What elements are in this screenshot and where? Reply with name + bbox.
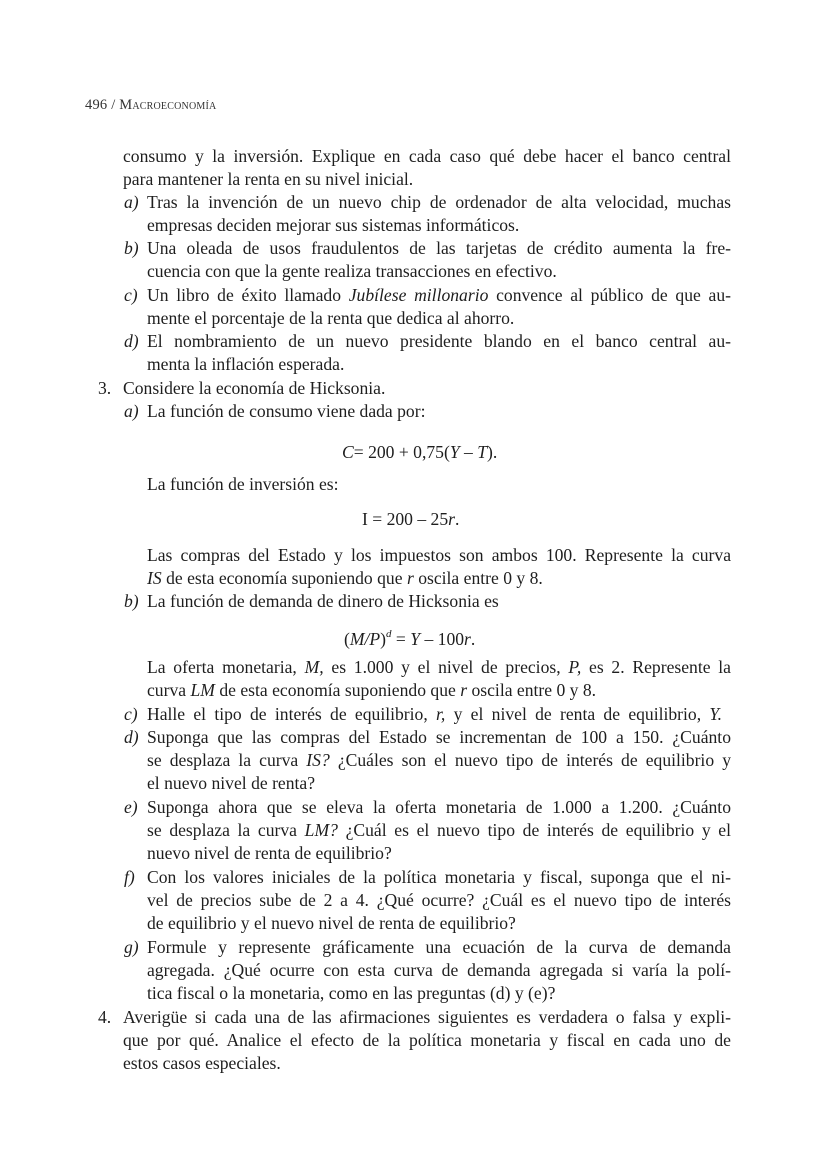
item-label-3f: f) xyxy=(124,867,135,887)
intro-line-1: consumo y la inversión. Explique en cada caso qué debe hacer el banco central xyxy=(123,146,731,166)
money-demand-equation: $(M/P)^d = Y - 100r$. xyxy=(344,628,476,649)
item-3g-line-3: tica fiscal o la monetaria, como en las preguntas (d) y (e)? xyxy=(147,983,556,1003)
item-label-3a: a) xyxy=(124,401,139,421)
item-3c-line: Halle el tipo de interés de equilibrio, r, y el nivel de renta de equilibrio, Y. xyxy=(147,704,722,724)
item-2a-line-1: Tras la invención de un nuevo chip de ordenador de alta velocidad, muchas xyxy=(147,192,731,212)
item-label-3e: e) xyxy=(124,797,138,817)
page-number: 496 xyxy=(85,97,108,113)
item-label-3g: g) xyxy=(124,937,139,957)
item-3a-intro: La función de consumo viene dada por: xyxy=(147,401,426,421)
item-3b-text-line-2: curva LM de esta economía suponiendo que r oscila entre 0 y 8. xyxy=(147,680,597,700)
item-3b-text-line-1: La oferta monetaria, M, es 1.000 y el nivel de precios, P, es 2. Represente la xyxy=(147,657,731,677)
item-3g-line-1: Formule y represente gráficamente una ecuación de la curva de demanda xyxy=(147,937,731,957)
item-label-3c: c) xyxy=(124,704,138,724)
item-label-3d: d) xyxy=(124,727,139,747)
investment-intro: La función de inversión es: xyxy=(147,474,339,494)
question-number-4: 4. xyxy=(98,1007,112,1027)
item-3d-line-3: el nuevo nivel de renta? xyxy=(147,773,316,793)
intro-line-2: para mantener la renta en su nivel inicial. xyxy=(123,169,414,189)
item-2b-line-2: cuencia con que la gente realiza transacciones en efectivo. xyxy=(147,261,557,281)
item-3b-intro: La función de demanda de dinero de Hicksonia es xyxy=(147,591,499,611)
item-label-3b: b) xyxy=(124,591,139,611)
item-2c-line-1: Un libro de éxito llamado Jubílese millonario convence al público de que au- xyxy=(147,285,732,305)
item-label-2b: b) xyxy=(124,238,139,258)
item-label-2a: a) xyxy=(124,192,139,212)
item-2d-line-2: menta la inflación esperada. xyxy=(147,354,345,374)
item-3f-line-1: Con los valores iniciales de la política monetaria y fiscal, suponga que el ni- xyxy=(147,867,731,887)
consumption-equation: C= 200 + 0,75(Y – T). xyxy=(342,442,498,462)
item-3e-line-1: Suponga ahora que se eleva la oferta monetaria de 1.000 a 1.200. ¿Cuánto xyxy=(147,797,731,817)
book-title: Jubílese millonario xyxy=(348,285,489,305)
item-3g-line-2: agregada. ¿Qué ocurre con esta curva de demanda agregada si varía la polí- xyxy=(147,960,731,980)
item-2b-line-1: Una oleada de usos fraudulentos de las tarjetas de crédito aumenta la fre- xyxy=(147,238,731,258)
item-3a-text-line-2: IS de esta economía suponiendo que r oscila entre 0 y 8. xyxy=(147,568,543,588)
item-2a-line-2: empresas deciden mejorar sus sistemas informáticos. xyxy=(147,215,520,235)
header-separator: / xyxy=(111,97,116,113)
item-3a-text-line-1: Las compras del Estado y los impuestos son ambos 100. Represente la curva xyxy=(147,545,731,565)
question-4-line-2: que por qué. Analice el efecto de la política monetaria y fiscal en cada uno de xyxy=(123,1030,731,1050)
item-2c-line-2: mente el porcentaje de la renta que dedica al ahorro. xyxy=(147,308,515,328)
investment-equation: I = 200 – 25r. xyxy=(362,509,460,529)
item-2d-line-1: El nombramiento de un nuevo presidente blando en el banco central au- xyxy=(147,331,731,351)
item-3e-line-2: se desplaza la curva LM? ¿Cuál es el nuevo tipo de interés de equilibrio y el xyxy=(147,820,731,840)
question-3-title: Considere la economía de Hicksonia. xyxy=(123,378,386,398)
question-4-line-1: Averigüe si cada una de las afirmaciones siguientes es verdadera o falsa y expli- xyxy=(123,1007,731,1027)
question-4-line-3: estos casos especiales. xyxy=(123,1053,281,1073)
item-3d-line-1: Suponga que las compras del Estado se incrementan de 100 a 150. ¿Cuánto xyxy=(147,727,731,747)
item-3d-line-2: se desplaza la curva IS? ¿Cuáles son el nuevo tipo de interés de equilibrio y xyxy=(147,750,731,770)
item-3e-line-3: nuevo nivel de renta de equilibrio? xyxy=(147,843,392,863)
item-3f-line-3: de equilibrio y el nuevo nivel de renta de equilibrio? xyxy=(147,913,516,933)
item-3f-line-2: vel de precios sube de 2 a 4. ¿Qué ocurre? ¿Cuál es el nuevo tipo de interés xyxy=(147,890,731,910)
running-header xyxy=(85,97,216,114)
question-number-3: 3. xyxy=(98,378,112,398)
item-label-2d: d) xyxy=(124,331,139,351)
item-label-2c: c) xyxy=(124,285,138,305)
running-title: Macroeconomía xyxy=(119,97,217,113)
